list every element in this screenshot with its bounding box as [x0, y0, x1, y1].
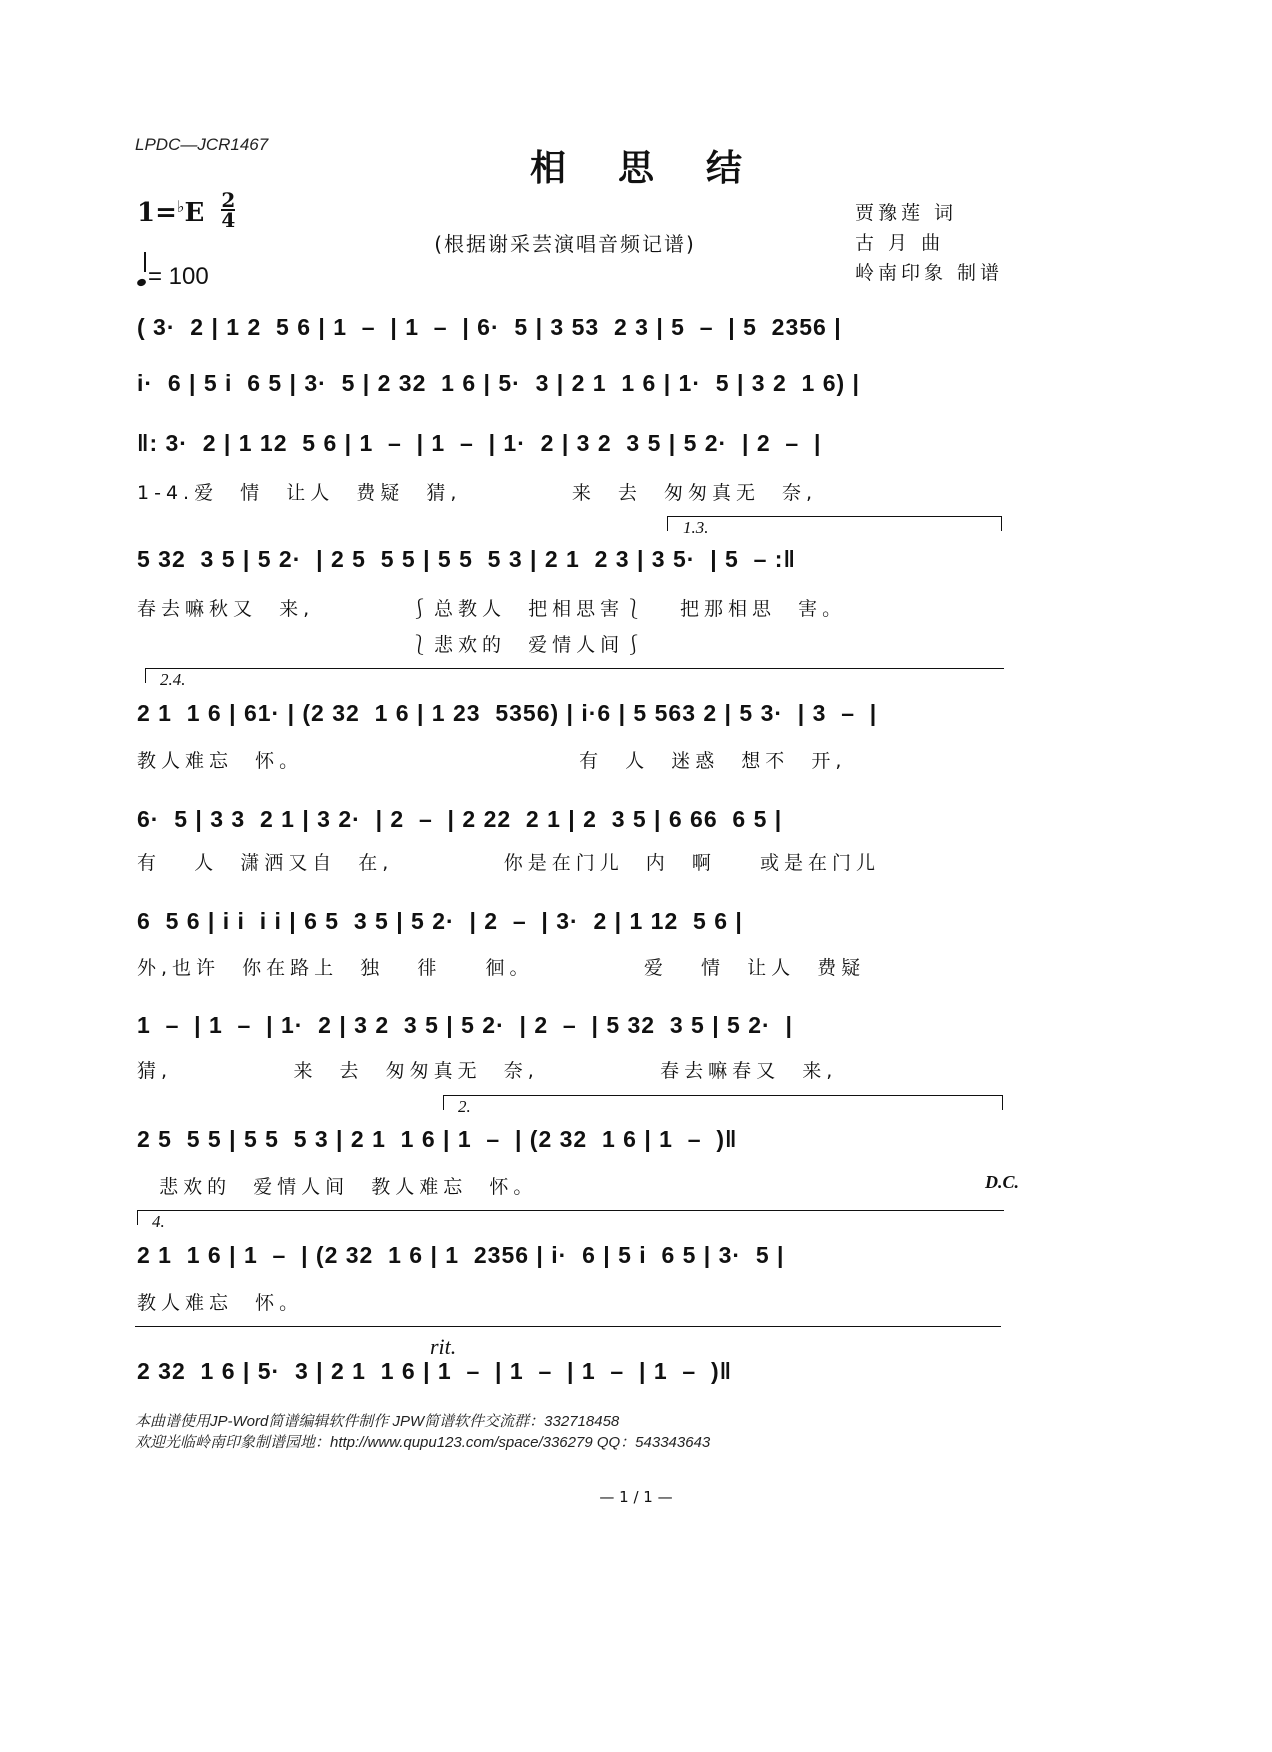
page-number: — 1 / 1 —: [599, 1488, 673, 1506]
volta-bracket-1-3: [667, 516, 1002, 531]
note-stem: [144, 252, 146, 272]
lyrics-line-4-alt-bottom: ⎱悲欢的 爱情人间⎰: [410, 634, 649, 656]
volta-label: 2.4.: [160, 670, 186, 689]
tempo-marking: [137, 263, 209, 291]
score-line-6: 6· 5 | 3 3 2 1 | 3 2· | 2 – | 2 22 2 1 | 2 3 5 | 6 66 6 5 |: [137, 806, 783, 832]
score-line-4: 5 32 3 5 | 5 2· | 2 5 5 5 | 5 5 5 3 | 2 1 2 3 | 3 5· | 5 – :‖: [137, 546, 796, 572]
score-line-10: 2 1 1 6 | 1 – | (2 32 1 6 | 1 2356 | i· 6 | 5 i 6 5 | 3· 5 |: [137, 1242, 785, 1268]
lyric-alt-top: 总教人 把相思害: [434, 598, 625, 620]
lyrics-line-4-after: 把那相思 害。: [680, 598, 847, 620]
volta-bracket-4: [137, 1210, 1004, 1225]
time-bottom: 4: [221, 208, 236, 232]
song-title: 相思结: [529, 147, 794, 189]
score-line-11: 2 32 1 6 | 5· 3 | 2 1 1 6 | 1 – | 1 – | 1 – | 1 – )‖: [137, 1358, 733, 1384]
system-rule: [135, 1326, 1001, 1327]
volta-bracket-2-4: [145, 668, 1004, 683]
score-line-3: ‖: 3· 2 | 1 12 5 6 | 1 – | 1 – | 1· 2 | 3 2 3 5 | 5 2· | 2 – |: [137, 430, 822, 456]
score-line-7: 6 5 6 | i i i i | 6 5 3 5 | 5 2· | 2 – | 3· 2 | 1 12 5 6 |: [137, 908, 743, 934]
lyrics-line-4-alt-top: ⎰总教人 把相思害⎱: [410, 598, 649, 620]
score-line-9: 2 5 5 5 | 5 5 5 3 | 2 1 1 6 | 1 – | (2 32 1 6 | 1 – )‖: [137, 1126, 738, 1152]
flat-icon: ♭: [176, 197, 185, 216]
score-line-2: i· 6 | 5 i 6 5 | 3· 5 | 2 32 1 6 | 5· 3 | 2 1 1 6 | 1· 5 | 3 2 1 6) |: [137, 370, 860, 396]
lyrics-line-4: 春去嘛秋又 来,: [137, 598, 315, 620]
volta-label: 1.3.: [683, 518, 709, 537]
lyrics-line-10: 教人难忘 怀。: [137, 1292, 304, 1314]
volta-label: 4.: [152, 1212, 165, 1231]
volta-bracket-2: [443, 1095, 1003, 1110]
time-top: 2: [221, 188, 236, 212]
tempo-value: = 100: [148, 263, 209, 290]
lyrics-line-6: 有 人 潇洒又自 在, 你是在门儿 内 啊 或是在门儿: [137, 852, 881, 874]
volta-label: 2.: [458, 1097, 471, 1116]
score-line-8: 1 – | 1 – | 1· 2 | 3 2 3 5 | 5 2· | 2 – | 5 32 3 5 | 5 2· |: [137, 1012, 793, 1038]
lyrics-line-7: 外,也许 你在路上 独 徘 徊。 爱 情 让人 费疑: [137, 957, 866, 979]
da-capo-marking: D.C.: [985, 1172, 1020, 1192]
composer: 古 月 曲: [855, 232, 945, 254]
arranger: 岭南印象 制谱: [855, 262, 1004, 284]
lyricist: 贾豫莲 词: [855, 202, 958, 224]
ritardando-marking: rit.: [430, 1334, 457, 1359]
subtitle: (根据谢采芸演唱音频记谱): [434, 232, 696, 256]
footer-line-2: 欢迎光临岭南印象制谱园地：http://www.qupu123.com/space/336279 QQ：543343643: [135, 1434, 711, 1451]
score-line-5: 2 1 1 6 | 61· | (2 32 1 6 | 1 23 5356) | i·6 | 5 563 2 | 5 3· | 3 – |: [137, 700, 878, 726]
lyrics-line-9: 悲欢的 爱情人间 教人难忘 怀。: [137, 1176, 538, 1198]
lyric-alt-bottom: 悲欢的 爱情人间: [434, 634, 625, 656]
lyrics-line-5: 教人难忘 怀。 有 人 迷惑 想不 开,: [137, 750, 847, 772]
key-prefix: 1=: [137, 198, 177, 228]
time-signature: [221, 188, 236, 232]
catalog-code: LPDC—JCR1467: [135, 135, 269, 154]
footer-line-1: 本曲谱使用JP-Word简谱编辑软件制作 JPW简谱软件交流群：332718458: [135, 1413, 620, 1430]
quarter-note-icon: [136, 278, 147, 288]
credits: [855, 198, 1003, 288]
score-line-1: ( 3· 2 | 1 2 5 6 | 1 – | 1 – | 6· 5 | 3 53 2 3 | 5 – | 5 2356 |: [137, 314, 842, 340]
lyrics-line-8: 猜, 来 去 匆匆真无 奈, 春去嘛春又 来,: [137, 1060, 838, 1082]
lyrics-line-3: 1-4.爱 情 让人 费疑 猜, 来 去 匆匆真无 奈,: [137, 482, 818, 504]
key-note: E: [184, 198, 205, 228]
